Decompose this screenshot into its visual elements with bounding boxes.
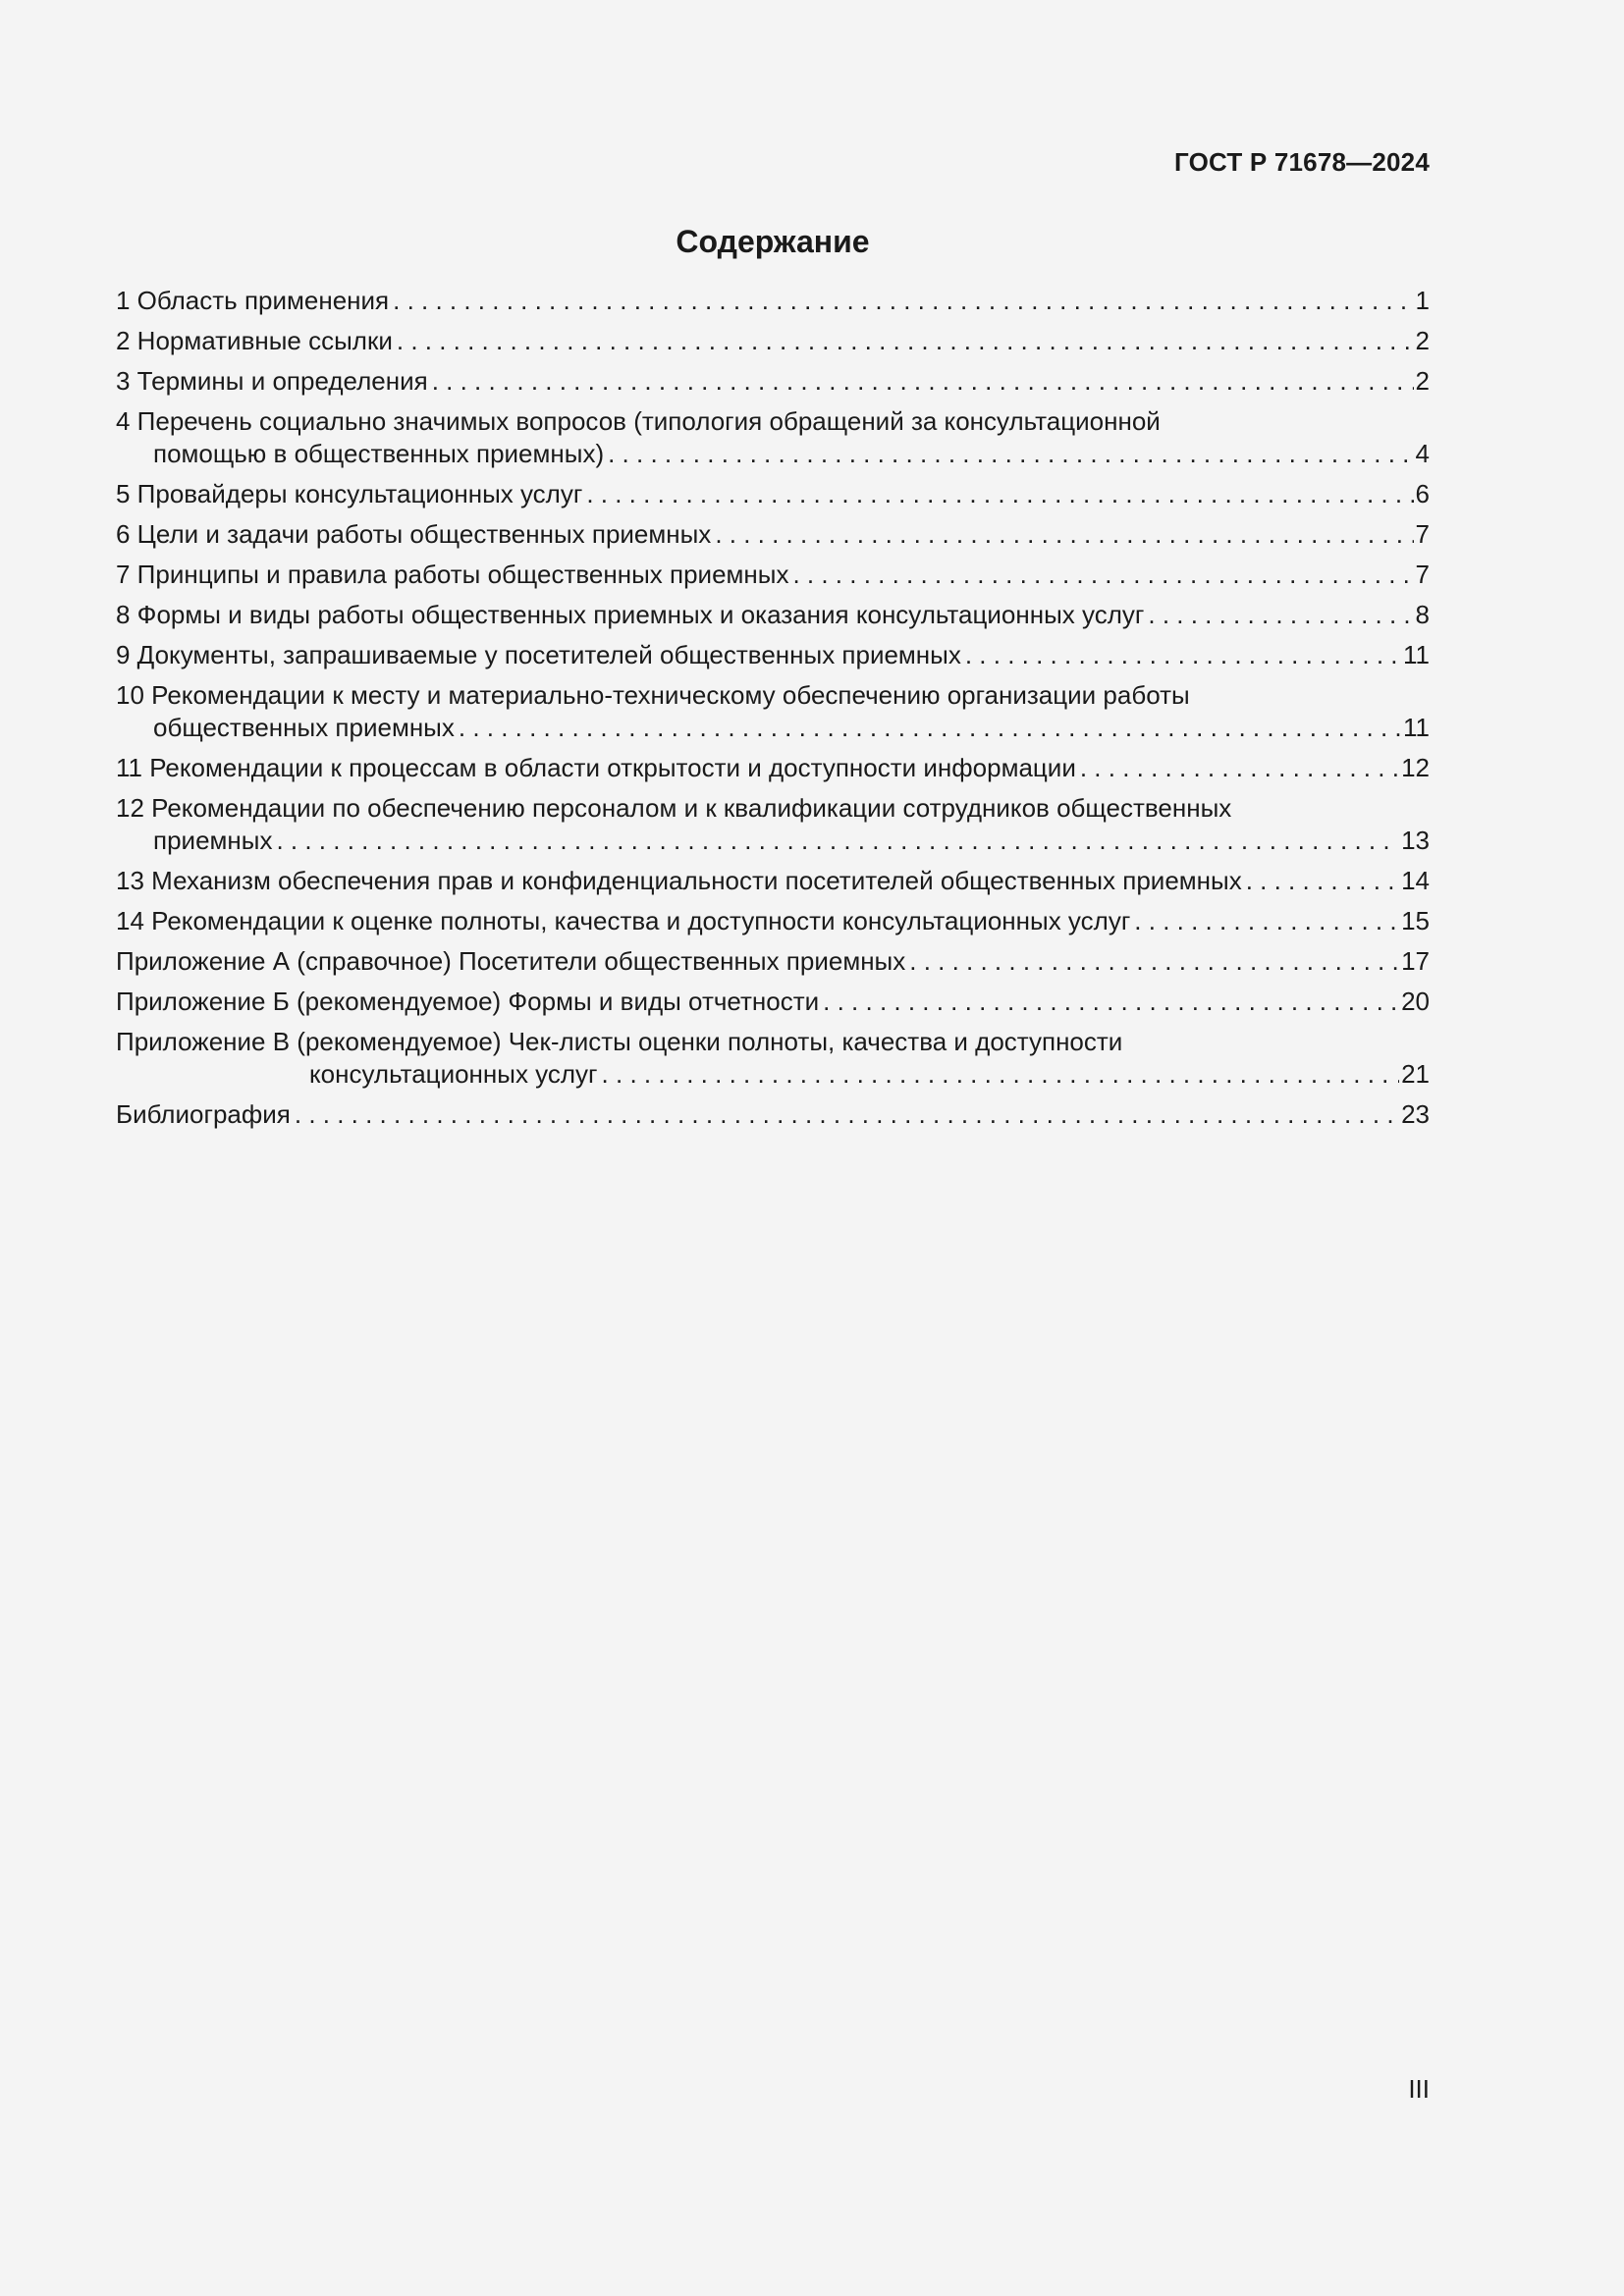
dot-leader [276,825,1399,857]
toc-entry-page: 6 [1415,479,1430,508]
toc-entry-page: 17 [1401,946,1430,976]
toc-entry-page: 4 [1415,439,1430,468]
dot-leader [608,438,1413,470]
dot-leader [459,712,1401,744]
toc-entry-appendix-a[interactable] [116,945,1430,978]
toc-entry-14[interactable] [116,905,1430,937]
dot-leader [295,1098,1399,1131]
toc-entry-page: 23 [1401,1099,1430,1129]
toc-entry-label: 10 Рекомендации к месту и материально-техническому обеспечению организации работы [116,680,1190,710]
toc-entry-page: 21 [1401,1059,1430,1089]
toc-entry-page: 7 [1415,519,1430,549]
toc-entry-label: 5 Провайдеры консультационных услуг [116,479,583,508]
toc-entry-page: 2 [1415,326,1430,355]
document-code: ГОСТ Р 71678—2024 [1174,147,1430,177]
toc-entry-label: 11 Рекомендации к процессам в области открытости и доступности информации [116,753,1076,782]
dot-leader [393,285,1413,317]
dot-leader [432,365,1414,398]
toc-entry-label: 9 Документы, запрашиваемые у посетителей общественных приемных [116,640,961,669]
toc-entry-page: 11 [1403,640,1430,669]
toc-entry-label: Библиография [116,1099,291,1129]
toc-entry-label: 3 Термины и определения [116,366,428,396]
toc-entry-11[interactable] [116,752,1430,784]
toc-entry-page: 12 [1401,753,1430,782]
toc-entry-page: 2 [1415,366,1430,396]
toc-entry-page: 13 [1401,826,1430,855]
toc-entry-label: 14 Рекомендации к оценке полноты, качества и доступности консультационных услуг [116,906,1131,935]
toc-entry-label: 4 Перечень социально значимых вопросов (типология обращений за консультационной [116,406,1161,436]
toc-entry-page: 15 [1401,906,1430,935]
toc-entry-label: 6 Цели и задачи работы общественных приемных [116,519,712,549]
dot-leader [909,945,1399,978]
toc-entry-appendix-v[interactable] [116,1026,1430,1091]
toc-entry-label: 13 Механизм обеспечения прав и конфиденциальности посетителей общественных приемных [116,866,1242,895]
toc-entry-label: 1 Область применения [116,286,390,315]
toc-entry-4[interactable] [116,405,1430,470]
toc-entry-8[interactable] [116,599,1430,631]
toc-entry-2[interactable] [116,325,1430,357]
dot-leader [1080,752,1399,784]
toc-entry-1[interactable] [116,285,1430,317]
toc-entry-page: 11 [1403,713,1430,742]
dot-leader [823,986,1399,1018]
toc-entry-page: 1 [1415,286,1430,315]
dot-leader [1246,865,1399,897]
toc-entry-label: Приложение Б (рекомендуемое) Формы и виды отчетности [116,987,820,1016]
toc-entry-label-continued: общественных приемных [153,713,455,742]
table-of-contents [116,285,1430,1139]
toc-entry-10[interactable] [116,679,1430,744]
toc-entry-3[interactable] [116,365,1430,398]
toc-entry-7[interactable] [116,559,1430,591]
dot-leader [602,1058,1400,1091]
dot-leader [1148,599,1413,631]
dot-leader [586,478,1413,510]
toc-entry-label-continued: помощью в общественных приемных) [153,439,605,468]
toc-entry-appendix-b[interactable] [116,986,1430,1018]
toc-entry-page: 20 [1401,987,1430,1016]
dot-leader [397,325,1414,357]
page-number: III [1408,2074,1430,2104]
toc-entry-page: 7 [1415,560,1430,589]
toc-entry-13[interactable] [116,865,1430,897]
toc-entry-label: Приложение В (рекомендуемое) Чек-листы оценки полноты, качества и доступности [116,1027,1123,1056]
toc-entry-page: 8 [1415,600,1430,629]
toc-entry-label-continued: консультационных услуг [309,1059,598,1089]
toc-entry-label: 12 Рекомендации по обеспечению персоналом и к квалификации сотрудников общественных [116,793,1232,823]
toc-entry-12[interactable] [116,792,1430,857]
toc-entry-page: 14 [1401,866,1430,895]
toc-entry-label: 8 Формы и виды работы общественных приемных и оказания консультационных услуг [116,600,1145,629]
dot-leader [715,518,1413,551]
dot-leader [792,559,1413,591]
toc-entry-6[interactable] [116,518,1430,551]
toc-entry-bibliography[interactable] [116,1098,1430,1131]
toc-entry-label: 7 Принципы и правила работы общественных приемных [116,560,789,589]
toc-entry-label: Приложение А (справочное) Посетители общественных приемных [116,946,906,976]
toc-entry-label: 2 Нормативные ссылки [116,326,393,355]
toc-entry-9[interactable] [116,639,1430,671]
dot-leader [1134,905,1399,937]
dot-leader [965,639,1401,671]
toc-entry-label-continued: приемных [153,826,273,855]
toc-title: Содержание [676,224,870,259]
toc-entry-5[interactable] [116,478,1430,510]
